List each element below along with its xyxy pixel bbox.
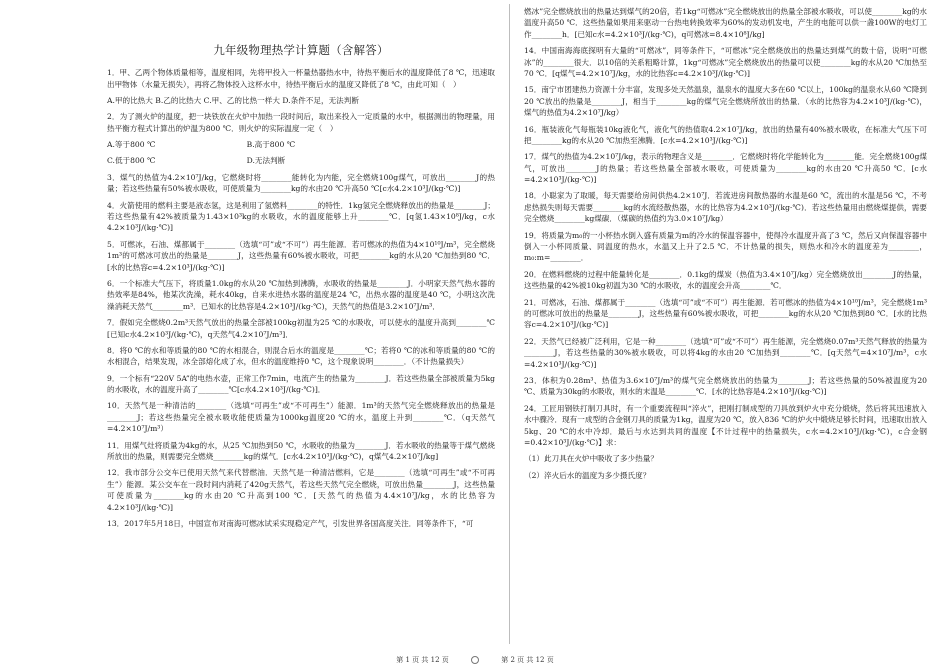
- question-paragraph: 17．煤气的热值为4.2×10⁷J/kg，表示的物理含义是________．它燃烧时将化学能转化为________能．完全燃烧100g煤气，可放出________J的热量；若这些热量全部被水吸收，可使质量为________kg的水由20 ℃升高50 ℃．[c水=4.2×10³J/(kg·℃)]: [524, 152, 927, 185]
- page-number-left: 第 1 页 共 12 页: [396, 656, 449, 664]
- question-paragraph: 9．一个标有“220V 5A”的电热水壶，正常工作7min，电流产生的热量为________J．若这些热量全部被质量为5kg的水吸收，水的温度升高了________℃[c水4.2×10³J/(kg·℃)]．: [107, 373, 495, 395]
- question-paragraph: （2）淬火后水的温度为多少摄氏度？: [524, 470, 651, 480]
- question-paragraph: 10．天然气是一种清洁的________（选填“可再生”或“不可再生”）能源．1m³的天然气完全燃烧释放出的热量是________J；若这些热量完全被水吸收能使质量为1000kg温度20 ℃的水，温度上升到________℃．（q天然气=4.2×10⁷J/m³）: [107, 401, 495, 434]
- question-paragraph: 6．一个标准大气压下，将质量1.0kg的水从20 ℃加热到沸腾，水吸收的热量是________J．小明家天然气热水器的热效率是84%，他某次洗澡，耗水40kg，自来水进热水器的温度是24 ℃，出热水器的温度是40 ℃，小明这次洗澡消耗天然气________m³．已知水的比热容是4.2×10³J/(kg·℃)，天然气的热值是3.2×10⁷J/m³．: [107, 278, 495, 311]
- column-divider: [509, 4, 510, 644]
- question-paragraph: 14．中国南海海底探明有大量的“可燃冰”，同等条件下，“可燃冰”完全燃烧放出的热量达到煤气的数十倍，说明“可燃冰”的________很大．以10倍的关系粗略计算，1kg“可燃冰”完全燃烧放出的热量可以使________kg的水从20 ℃加热至70 ℃．[q煤气=4.2×10⁷J/kg，水的比热容c=4.2×10³J/(kg·℃)]: [524, 46, 927, 78]
- question-paragraph: 11．用煤气灶将质量为4kg的水，从25 ℃加热到50 ℃，水吸收的热量为________J．若水吸收的热量等于煤气燃烧所放出的热量，则需要完全燃烧________kg的煤气．[c水4.2×10³J/(kg·℃)，q煤气4.2×10⁷J/kg]: [107, 440, 495, 462]
- document-title: 九年级物理热学计算题（含解答）: [213, 43, 389, 57]
- page-separator-circle-icon: [471, 656, 479, 664]
- question-paragraph: 16．瓶装液化气每瓶装10kg液化气，液化气的热值取4.2×10⁷J/kg，放出的热量有40%被水吸收，在标准大气压下可把________kg的水从20 ℃加热至沸腾．[c水=4.2×10³J/(kg·℃)]: [524, 124, 927, 145]
- question-paragraph: （1）此刀具在火炉中吸收了多少热量？: [524, 454, 658, 464]
- question-paragraph: 22．天然气已经被广泛利用，它是一种________（选填“可”或“不可”）再生能源，完全燃烧0.07m³天然气释放的热量为________J，若这些热量的30%被水吸收，可以将4kg的水由20 ℃加热到________℃．[q天然气=4×10⁷J/m³，c水=4.2×10³J/(kg·℃)]: [524, 336, 927, 369]
- question-paragraph: 20．在燃料燃烧的过程中能量转化是________．0.1kg的煤炭（热值为3.4×10⁷J/kg）完全燃烧放出________J的热量，这些热量的42%被10kg初温为30 ℃的水吸收，水的温度会升高________℃．: [524, 269, 927, 291]
- page-footer: [0, 655, 950, 665]
- question-paragraph: 24．工匠用钢铁打制刀具时，有一个重要流程叫“淬火”，把刚打制成型的刀具放到炉火中充分煅烧，然后将其迅速放入水中骤冷．现有一成型的合金钢刀具的质量为1kg，温度为20 ℃，放入836 ℃的炉火中煅烧足够长时间，迅速取出放入5kg、20 ℃的水中冷却．最后与水达到共同的温度【不计过程中的热量损失，c水=4.2×10³J/(kg·℃)，c合金钢=0.42×10³J/(kg·℃)】求：: [524, 403, 927, 447]
- question-paragraph: 13．2017年5月18日，中国宣布对南海可燃冰试采实现稳定产气，引发世界各国高度关注．同等条件下，“可: [107, 519, 474, 528]
- question-paragraph: 8．将0 ℃的水和等质量的80 ℃的水相混合，则混合后水的温度是________℃；若将0 ℃的冰和等质量的80 ℃的水相混合，结果发现，冰全部熔化成了水，但水的温度维持0 ℃，这个现象说明________．（不计热量损失）: [107, 345, 495, 367]
- question-paragraph: 21．可燃冰，石油、煤都属于________（选填“可”或“不可”）再生能源．若可燃冰的热值为4×10¹⁰J/m³，完全燃烧1m³的可燃冰可放出的热量是________J，这些热量有60%被水吸收，可把________kg的水从20 ℃加热到80 ℃．[水的比热容c=4.2×10³J/(kg·℃)]: [524, 297, 927, 330]
- question-paragraph: A.等于800 ℃ B.高于800 ℃: [107, 140, 296, 150]
- question-paragraph: C.低于800 ℃ D.无法判断: [107, 156, 286, 166]
- question-paragraph: 19．将质量为m₀的一小杯热水倒入盛有质量为m的冷水的保温容器中，使得冷水温度升高了3 ℃，然后又向保温容器中倒入一小杯同质量、同温度的热水，水温又上升了2.5 ℃．不计热量的损失，则热水和冷水的温度差为________，m₀:m=________．: [524, 230, 927, 263]
- right-question-list: [524, 6, 927, 481]
- left-column: [107, 6, 495, 534]
- question-paragraph: 5．可燃冰，石油、煤都属于________（选填“可”或“不可”）再生能源．若可燃冰的热值为4×10¹⁰J/m³，完全燃烧1m³的可燃冰可放出的热量是________J，这些热量有60%被水吸收，可把________kg的水从20 ℃加热到80 ℃．[水的比热容c=4.2×10³J/(kg·℃)]: [107, 239, 495, 272]
- question-paragraph: A.甲的比热大 B.乙的比热大 C.甲、乙的比热一样大 D.条件不足，无法判断: [107, 95, 359, 105]
- left-question-list: [107, 67, 495, 529]
- question-paragraph: 18．小聪家为了取暖，每天需要给房间供热4.2×10⁷J．若流进房间散热器的水温是60 ℃，流出的水温是56 ℃，不考虑热损失则每天需要________kg的水流经散热器，水的比热容为4.2×10³J/(kg·℃)．若这些热量用由燃烧煤提供，需要完全燃烧________kg煤碳．（煤碳的热值约为3.0×10⁷J/kg）: [524, 191, 927, 224]
- page-number-right: 第 2 页 共 12 页: [501, 656, 554, 664]
- question-paragraph: 1．甲、乙两个物体质量相等，温度相同，先将甲投入一杯量热器热水中，待热平衡后水的温度降低了8 ℃，迅速取出甲物体（水量无损失），再将乙物体投入这杯水中，待热平衡后水的温度又降低了8 ℃，由此可知（ ）: [107, 68, 495, 89]
- question-paragraph: 15．南宁市团建热力资源十分丰富，发现多处天然温泉，温泉水的温度大多在60 ℃以上，100kg的温泉水从60 ℃降到20 ℃放出的热量是________J，相当于________kg的煤气完全燃烧所放出的热量．（水的比热容为4.2×10³J/(kg·℃)，煤气的热值为4.2×10⁷J/kg）: [524, 85, 927, 118]
- right-column: [524, 6, 927, 486]
- question-paragraph: 燃冰”完全燃烧放出的热量达到煤气的20倍，若1kg“可燃冰”完全燃烧放出的热量全部被水吸收，可以使________kg的水温度升高50 ℃．这些热量如果用来驱动一台热电转换效率为60%的发动机发电，产生的电能可以供一盏100W的电灯工作________h．[已知c水=4.2×10³J/(kg·℃)，q可燃冰=8.4×10⁸J/kg]: [524, 7, 927, 39]
- question-paragraph: 4．火箭使用的燃料主要是液态氢，这是利用了氢燃料________的特性．1kg氢完全燃烧释放出的热量是________J；若这些热量有42%被质量为1.43×10³kg的水吸收，水的温度能够上升________℃．[q氢1.43×10⁸J/kg，c水4.2×10³J/(kg·℃)]: [107, 200, 495, 233]
- question-paragraph: 23．体积为0.28m³、热值为3.6×10⁷J/m³的煤气完全燃烧放出的热量为________J；若这些热量的50%被温度为20 ℃、质量为30kg的水吸收，则水的末温是________℃．[水的比热容是4.2×10³J/(kg·℃)]: [524, 375, 927, 397]
- question-paragraph: 3．煤气的热值为4.2×10⁷J/kg，它燃烧时将________能转化为内能，完全燃烧100g煤气，可放出________J的热量；若这些热量有50%被水吸收，可使质量为________kg的水由20 ℃升高50 ℃[c水4.2×10³J/(kg·℃)]: [107, 172, 495, 194]
- question-paragraph: 7．假如完全燃烧0.2m³天然气放出的热量全部被100kg初温为25 ℃的水吸收，可以使水的温度升高到________℃[已知c水4.2×10³J/(kg·℃)，q天然气4.2×10⁷J/m³]．: [107, 318, 495, 339]
- question-paragraph: 2．为了测火炉的温度，把一块铁放在火炉中加热一段时间后，取出来投入一定质量的水中，根据测出的物理量，用热平衡方程式计算出的炉温为800 ℃．则火炉的实际温度一定（ ）: [107, 112, 495, 133]
- question-paragraph: 12．我市部分公交车已使用天然气来代替燃油．天然气是一种清洁燃料，它是________（选填“可再生”或“不可再生”）能源．某公交车在一段时间内消耗了420g天然气，若这些天然气完全燃烧，可放出热量________J，这些热量可使质量为________kg的水由20 ℃升高到100 ℃．[天然气的热值为4.4×10⁷J/kg，水的比热容为4.2×10³J/(kg·℃)]: [107, 468, 495, 512]
